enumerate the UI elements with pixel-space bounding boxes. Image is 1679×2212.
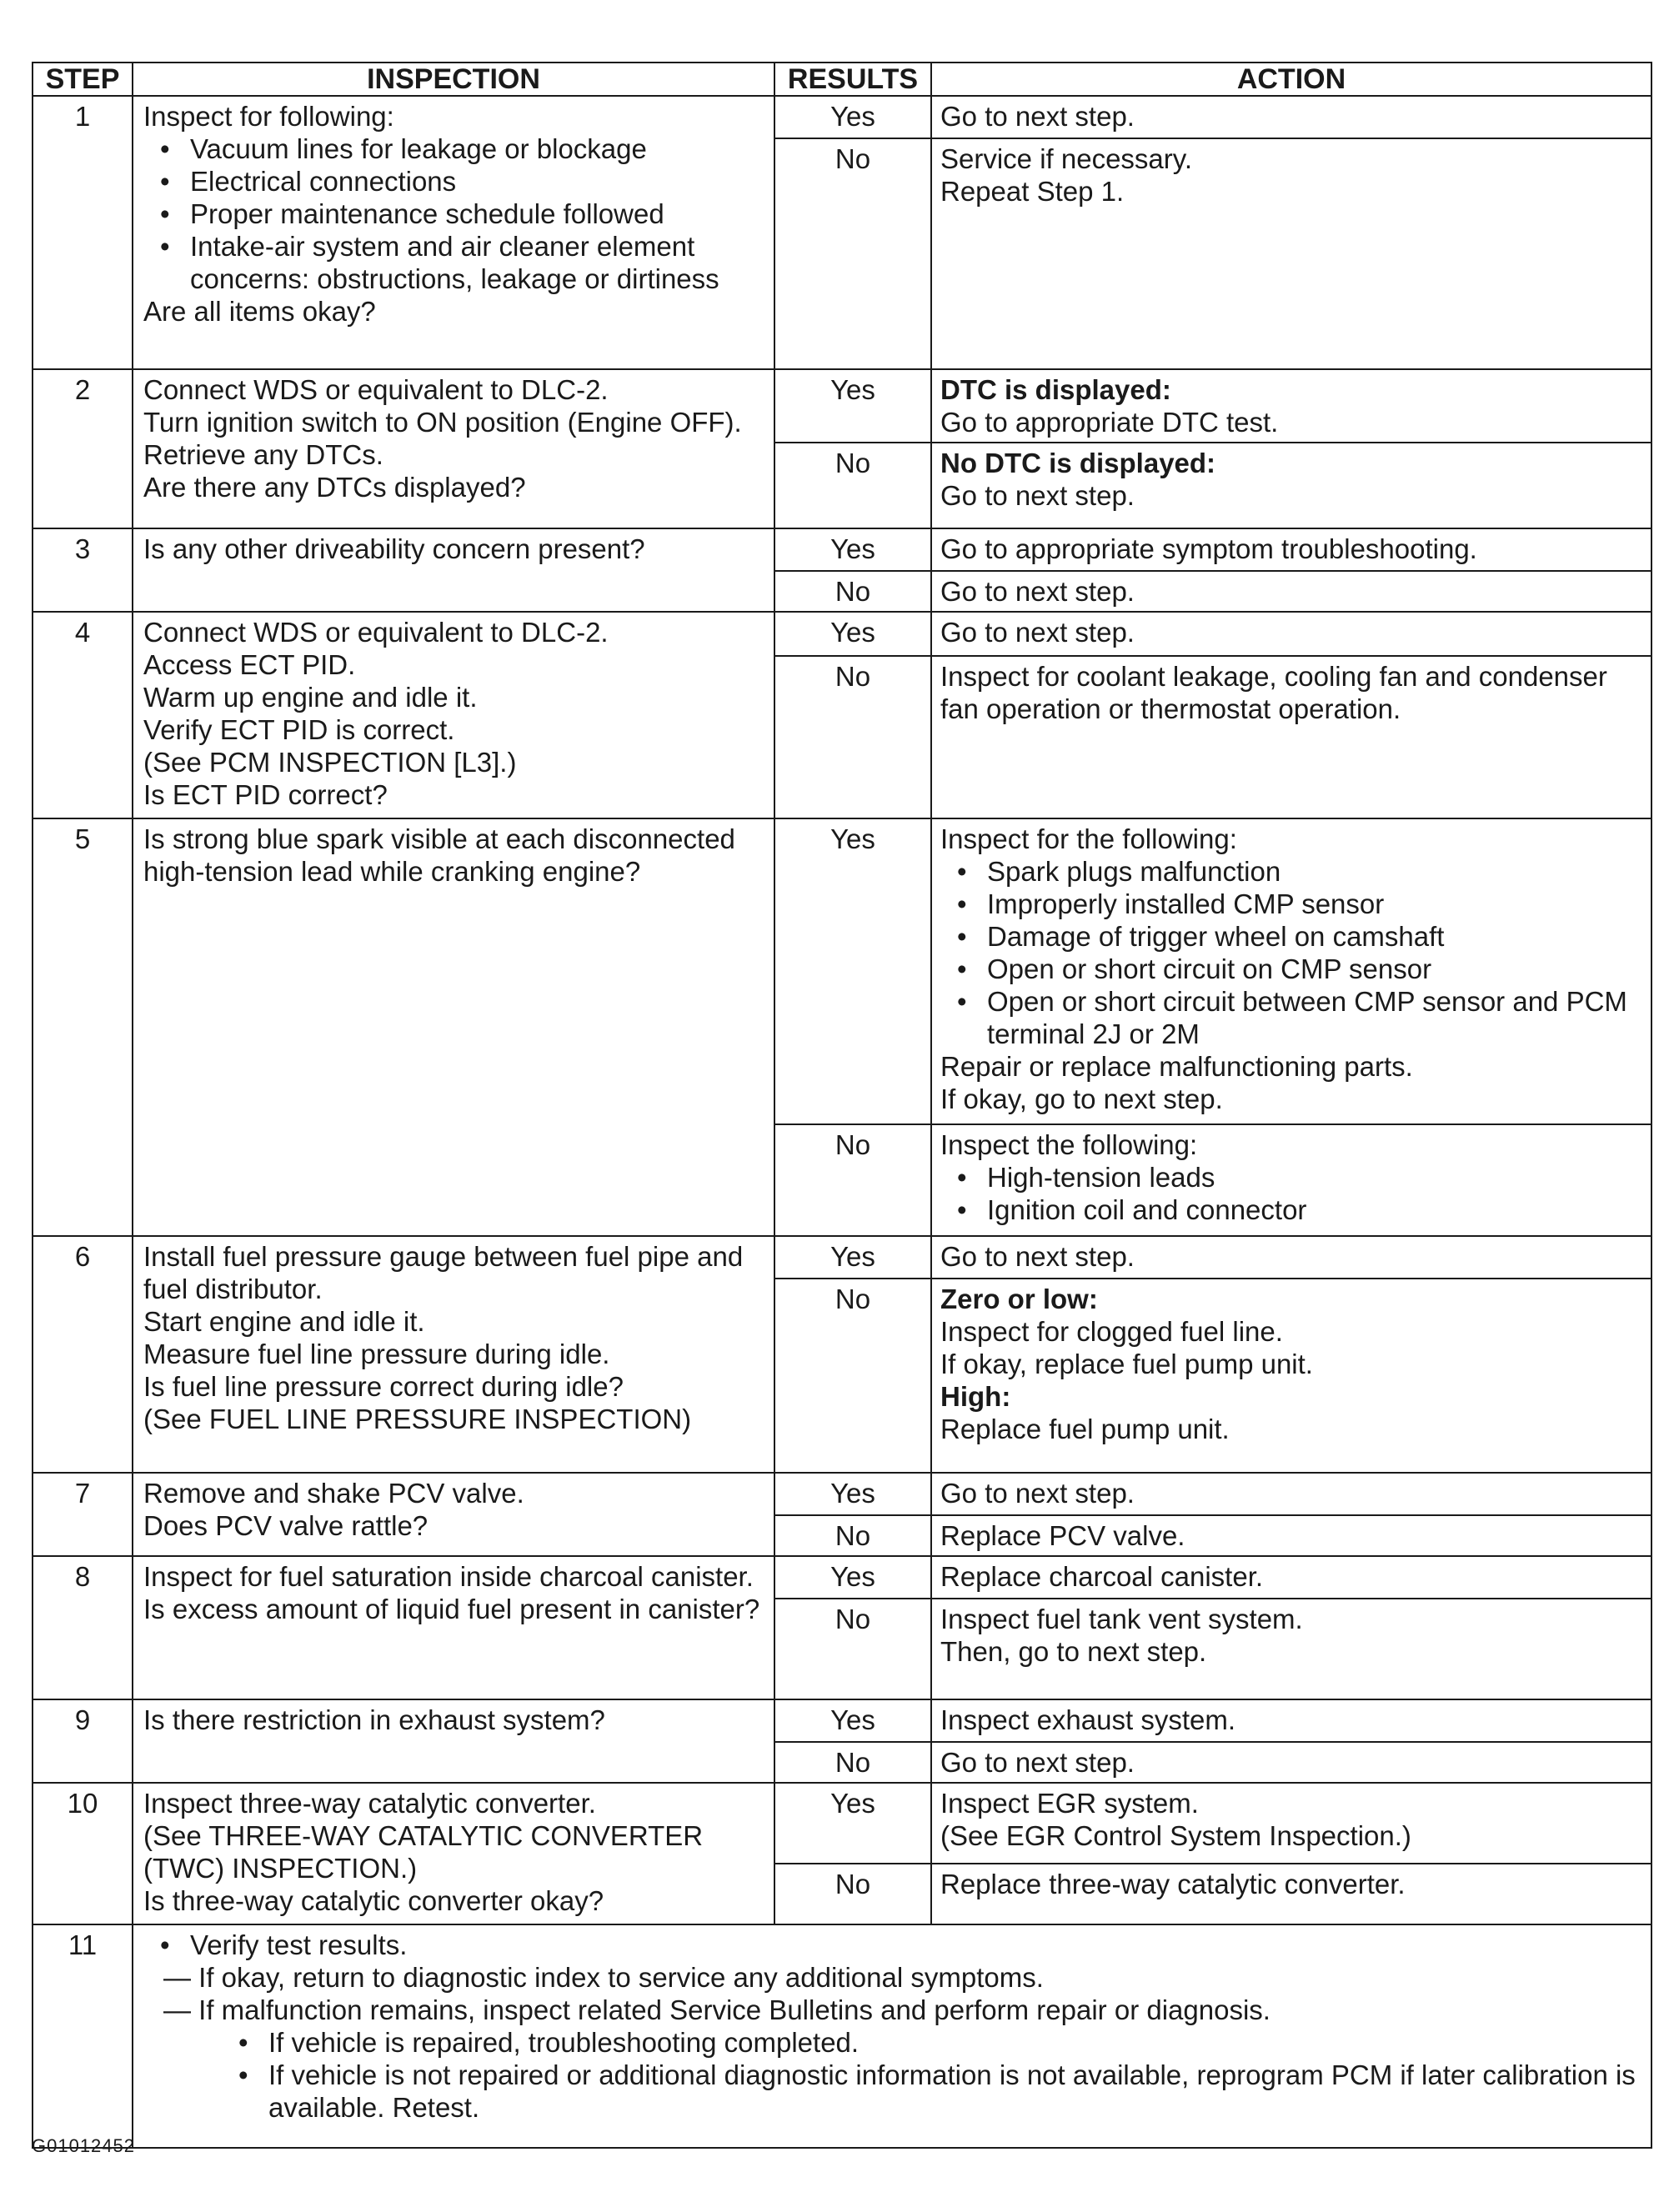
action-line: (See EGR Control System Inspection.) bbox=[940, 1820, 1411, 1851]
action-line: Repeat Step 1. bbox=[940, 176, 1125, 207]
action-line: Inspect for clogged fuel line. bbox=[940, 1316, 1283, 1347]
action-line: Go to next step. bbox=[940, 1478, 1135, 1509]
inspection-line: Inspect for fuel saturation inside charcoal canister. bbox=[143, 1561, 754, 1592]
action-no-cell bbox=[931, 1864, 1651, 1924]
inspection-line: Measure fuel line pressure during idle. bbox=[143, 1339, 610, 1369]
result-no: No bbox=[774, 1864, 931, 1924]
action-bullet-list bbox=[940, 1161, 1646, 1226]
inspection-line: Verify ECT PID is correct. bbox=[143, 714, 455, 745]
result-no: No bbox=[774, 1124, 931, 1236]
action-line: Go to next step. bbox=[940, 576, 1135, 607]
inspection-line: (See PCM INSPECTION [L3].) bbox=[143, 747, 517, 778]
inspection-line: Is fuel line pressure correct during idle? bbox=[143, 1371, 624, 1402]
action-yes-cell bbox=[931, 612, 1651, 656]
result-yes: Yes bbox=[774, 369, 931, 443]
action-line: Inspect fuel tank vent system. bbox=[940, 1604, 1303, 1634]
action-line: Inspect exhaust system. bbox=[940, 1704, 1235, 1735]
step-row-yes bbox=[33, 818, 1651, 1124]
inspection-line: Connect WDS or equivalent to DLC-2. bbox=[143, 374, 609, 405]
sub-bullet-list bbox=[143, 2026, 1644, 2124]
inspection-cell bbox=[133, 1236, 774, 1473]
action-no-cell bbox=[931, 1124, 1651, 1236]
step-number: 3 bbox=[33, 528, 133, 612]
step-number: 7 bbox=[33, 1473, 133, 1556]
result-yes: Yes bbox=[774, 1556, 931, 1599]
action-yes-cell bbox=[931, 96, 1651, 138]
dash-item-malfunction: — If malfunction remains, inspect related Service Bulletins and perform repair or diagnosis. bbox=[163, 1994, 1271, 2025]
action-no-cell bbox=[931, 1742, 1651, 1783]
figure-code: G01012452 bbox=[32, 2135, 135, 2156]
verify-bullet-list bbox=[143, 1929, 1644, 1961]
action-yes-cell bbox=[931, 818, 1651, 1124]
step-number: 11 bbox=[33, 1924, 133, 2148]
sub-bullet-repaired: • If vehicle is repaired, troubleshooting completed. bbox=[268, 2026, 1644, 2059]
inspection-cell bbox=[133, 1783, 774, 1924]
diagnostic-procedure-document bbox=[32, 62, 1651, 2149]
action-yes-cell bbox=[931, 369, 1651, 443]
action-yes-cell bbox=[931, 1236, 1651, 1279]
step-row-yes bbox=[33, 1236, 1651, 1279]
action-line: Go to next step. bbox=[940, 617, 1135, 648]
action-heading: Zero or low: bbox=[940, 1284, 1098, 1314]
inspection-line: Are there any DTCs displayed? bbox=[143, 472, 526, 503]
action-yes-cell bbox=[931, 1783, 1651, 1864]
step-11-row bbox=[33, 1924, 1651, 2148]
action-line: Then, go to next step. bbox=[940, 1636, 1207, 1667]
inspection-line: Remove and shake PCV valve. bbox=[143, 1478, 524, 1509]
inspection-line: Is strong blue spark visible at each disconnected high-tension lead while cranking engine? bbox=[143, 823, 735, 887]
table-body bbox=[33, 96, 1651, 2148]
result-no: No bbox=[774, 656, 931, 818]
action-yes-cell bbox=[931, 1556, 1651, 1599]
action-bullet: • Damage of trigger wheel on camshaft bbox=[987, 920, 1646, 953]
action-line: Inspect EGR system. bbox=[940, 1788, 1199, 1819]
result-no: No bbox=[774, 1515, 931, 1556]
result-yes: Yes bbox=[774, 528, 931, 571]
step-number: 6 bbox=[33, 1236, 133, 1473]
step-number: 8 bbox=[33, 1556, 133, 1699]
action-intro: Inspect the following: bbox=[940, 1129, 1198, 1160]
step-number: 5 bbox=[33, 818, 133, 1236]
action-yes-cell bbox=[931, 528, 1651, 571]
step-row-yes bbox=[33, 1783, 1651, 1864]
sub-bullet-not-repaired: • If vehicle is not repaired or additional diagnostic information is not available, reprogram PCM if later calibration is available. Retest. bbox=[268, 2059, 1644, 2124]
inspection-line: (See THREE-WAY CATALYTIC CONVERTER (TWC) INSPECTION.) bbox=[143, 1820, 704, 1884]
action-line: Replace PCV valve. bbox=[940, 1520, 1185, 1551]
action-line: Replace charcoal canister. bbox=[940, 1561, 1264, 1592]
result-yes: Yes bbox=[774, 1236, 931, 1279]
step-number: 9 bbox=[33, 1699, 133, 1783]
inspection-line: Is three-way catalytic converter okay? bbox=[143, 1885, 604, 1916]
inspection-line: Is any other driveability concern present? bbox=[143, 533, 645, 564]
action-no-cell bbox=[931, 138, 1651, 369]
inspection-line: (See FUEL LINE PRESSURE INSPECTION) bbox=[143, 1404, 692, 1434]
action-line: Go to next step. bbox=[940, 1747, 1135, 1778]
step-row-yes bbox=[33, 528, 1651, 571]
action-line: Inspect for coolant leakage, cooling fan and condenser fan operation or thermostat operation. bbox=[940, 660, 1607, 724]
action-line: Go to next step. bbox=[940, 480, 1135, 511]
inspection-line: Start engine and idle it. bbox=[143, 1306, 425, 1337]
result-yes: Yes bbox=[774, 1783, 931, 1864]
action-bullet: • Open or short circuit between CMP sensor and PCM terminal 2J or 2M bbox=[987, 985, 1646, 1050]
inspection-line: Warm up engine and idle it. bbox=[143, 682, 478, 713]
result-yes: Yes bbox=[774, 1473, 931, 1515]
step-row-yes bbox=[33, 369, 1651, 443]
inspection-line: Is excess amount of liquid fuel present in canister? bbox=[143, 1594, 760, 1624]
results-column-header: RESULTS bbox=[774, 63, 931, 96]
inspection-bullet-list bbox=[143, 133, 767, 295]
action-bullet: • Improperly installed CMP sensor bbox=[987, 888, 1646, 920]
inspection-cell bbox=[133, 96, 774, 369]
result-yes: Yes bbox=[774, 818, 931, 1124]
result-no: No bbox=[774, 1742, 931, 1783]
result-no: No bbox=[774, 443, 931, 528]
inspection-cell bbox=[133, 528, 774, 612]
inspection-intro: Inspect for following: bbox=[143, 101, 394, 132]
action-yes-cell bbox=[931, 1473, 1651, 1515]
inspection-cell bbox=[133, 1699, 774, 1783]
step-row-yes bbox=[33, 96, 1651, 138]
action-heading: DTC is displayed: bbox=[940, 374, 1171, 405]
action-line: Go to next step. bbox=[940, 101, 1135, 132]
troubleshooting-table bbox=[32, 62, 1652, 2149]
inspection-cell bbox=[133, 1473, 774, 1556]
inspection-column-header: INSPECTION bbox=[133, 63, 774, 96]
step-number: 4 bbox=[33, 612, 133, 818]
result-no: No bbox=[774, 1599, 931, 1699]
inspection-line: Turn ignition switch to ON position (Engine OFF). bbox=[143, 407, 742, 438]
result-no: No bbox=[774, 571, 931, 612]
action-column-header: ACTION bbox=[931, 63, 1651, 96]
action-no-cell bbox=[931, 656, 1651, 818]
action-line: Go to appropriate DTC test. bbox=[940, 407, 1279, 438]
inspection-cell bbox=[133, 818, 774, 1236]
action-no-cell bbox=[931, 1279, 1651, 1473]
action-line: Repair or replace malfunctioning parts. bbox=[940, 1051, 1413, 1082]
header-row bbox=[33, 63, 1651, 96]
action-line: If okay, replace fuel pump unit. bbox=[940, 1349, 1313, 1379]
inspection-line: Install fuel pressure gauge between fuel pipe and fuel distributor. bbox=[143, 1241, 744, 1304]
step-column-header: STEP bbox=[33, 63, 133, 96]
action-yes-cell bbox=[931, 1699, 1651, 1742]
inspection-cell bbox=[133, 612, 774, 818]
action-line: Go to next step. bbox=[940, 1241, 1135, 1272]
result-yes: Yes bbox=[774, 1699, 931, 1742]
result-no: No bbox=[774, 138, 931, 369]
inspection-line: Retrieve any DTCs. bbox=[143, 439, 383, 470]
action-heading: High: bbox=[940, 1381, 1011, 1412]
inspection-line: Connect WDS or equivalent to DLC-2. bbox=[143, 617, 609, 648]
step-number: 10 bbox=[33, 1783, 133, 1924]
action-line: Replace fuel pump unit. bbox=[940, 1414, 1230, 1444]
action-bullet: • Open or short circuit on CMP sensor bbox=[987, 953, 1646, 985]
step-number: 2 bbox=[33, 369, 133, 528]
action-intro: Inspect for the following: bbox=[940, 823, 1237, 854]
final-verification-cell bbox=[133, 1924, 1651, 2148]
action-bullet: • High-tension leads bbox=[987, 1161, 1646, 1194]
step-number: 1 bbox=[33, 96, 133, 369]
action-line: If okay, go to next step. bbox=[940, 1083, 1223, 1114]
action-no-cell bbox=[931, 1515, 1651, 1556]
inspection-line: Access ECT PID. bbox=[143, 649, 356, 680]
result-no: No bbox=[774, 1279, 931, 1473]
inspection-cell bbox=[133, 369, 774, 528]
action-line: Replace three-way catalytic converter. bbox=[940, 1869, 1406, 1900]
inspection-bullet: • Vacuum lines for leakage or blockage bbox=[190, 133, 767, 165]
action-heading: No DTC is displayed: bbox=[940, 448, 1216, 478]
action-bullet: • Ignition coil and connector bbox=[987, 1194, 1646, 1226]
result-yes: Yes bbox=[774, 612, 931, 656]
step-row-yes bbox=[33, 1473, 1651, 1515]
action-bullet-list bbox=[940, 855, 1646, 1050]
inspection-question: Are all items okay? bbox=[143, 296, 376, 327]
action-line: Go to appropriate symptom troubleshooting. bbox=[940, 533, 1477, 564]
inspection-line: Inspect three-way catalytic converter. bbox=[143, 1788, 596, 1819]
inspection-bullet: • Intake-air system and air cleaner element concerns: obstructions, leakage or dirtiness bbox=[190, 230, 767, 295]
inspection-cell bbox=[133, 1556, 774, 1699]
inspection-bullet: • Proper maintenance schedule followed bbox=[190, 198, 767, 230]
action-no-cell bbox=[931, 571, 1651, 612]
inspection-line: Is ECT PID correct? bbox=[143, 779, 388, 810]
inspection-line: Does PCV valve rattle? bbox=[143, 1510, 429, 1541]
verify-bullet: • Verify test results. bbox=[190, 1929, 1644, 1961]
step-row-yes bbox=[33, 1556, 1651, 1599]
step-row-yes bbox=[33, 612, 1651, 656]
inspection-line: Is there restriction in exhaust system? bbox=[143, 1704, 605, 1735]
step-row-yes bbox=[33, 1699, 1651, 1742]
action-line: Service if necessary. bbox=[940, 143, 1192, 174]
action-bullet: • Spark plugs malfunction bbox=[987, 855, 1646, 888]
dash-item-okay: — If okay, return to diagnostic index to service any additional symptoms. bbox=[163, 1962, 1044, 1993]
action-no-cell bbox=[931, 443, 1651, 528]
inspection-bullet: • Electrical connections bbox=[190, 165, 767, 198]
action-no-cell bbox=[931, 1599, 1651, 1699]
result-yes: Yes bbox=[774, 96, 931, 138]
